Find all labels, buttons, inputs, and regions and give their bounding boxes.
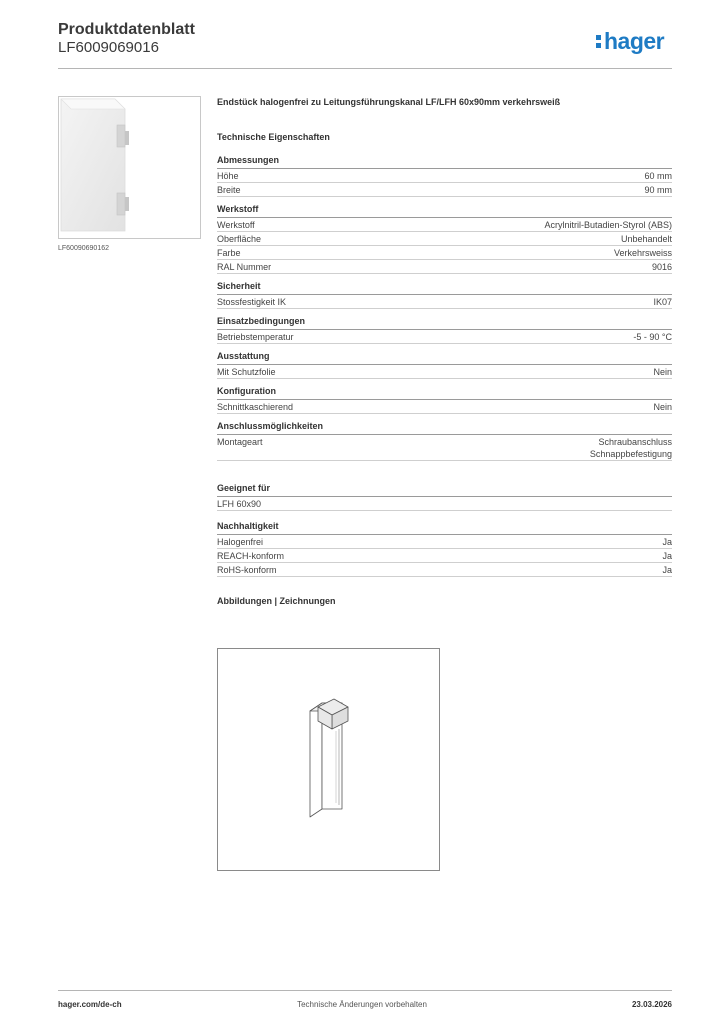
row-value: Nein	[653, 402, 672, 412]
group-title: Abmessungen	[217, 155, 672, 169]
page-title: Produktdatenblatt	[58, 21, 195, 38]
group-title: Geeignet für	[217, 483, 672, 497]
group-konfiguration	[217, 386, 672, 414]
product-drawing	[217, 648, 440, 871]
row-label: Montageart	[217, 437, 263, 447]
product-title: Endstück halogenfrei zu Leitungsführungskanal LF/LFH 60x90mm verkehrsweiß	[217, 97, 561, 107]
row-label: REACH-konform	[217, 551, 285, 561]
row-value: Acrylnitril-Butadien-Styrol (ABS)	[544, 220, 672, 230]
group-title: Anschlussmöglichkeiten	[217, 421, 672, 435]
row-value: Schnappbefestigung	[589, 449, 672, 459]
group-anschlussmoeglichkeiten	[217, 421, 672, 461]
row-value: Unbehandelt	[620, 234, 672, 244]
group-nachhaltigkeit	[217, 521, 672, 577]
row-label: Breite	[217, 185, 241, 195]
row-label: RAL Nummer	[217, 262, 272, 272]
product-details	[217, 96, 672, 606]
table-row	[217, 497, 672, 511]
row-value: 9016	[651, 262, 672, 272]
group-title: Sicherheit	[217, 281, 672, 295]
row-value: Verkehrsweiss	[613, 248, 672, 258]
product-thumbnail	[58, 96, 201, 239]
row-label: Mit Schutzfolie	[217, 367, 276, 377]
group-title: Nachhaltigkeit	[217, 521, 672, 535]
table-row	[217, 549, 672, 563]
row-value: Ja	[662, 551, 672, 561]
row-value: Ja	[662, 537, 672, 547]
table-row	[217, 435, 672, 461]
table-row	[217, 232, 672, 246]
thumbnail-reference: LF60090690162	[58, 245, 109, 252]
footer-date: 23.03.2026	[631, 1000, 672, 1009]
row-label: RoHS-konform	[217, 565, 277, 575]
group-geeignet-fuer	[217, 483, 672, 511]
row-value: Ja	[662, 565, 672, 575]
row-value: 90 mm	[644, 185, 672, 195]
section-title: Technische Eigenschaften	[217, 132, 330, 142]
footer-divider	[58, 990, 672, 991]
group-title: Einsatzbedingungen	[217, 316, 672, 330]
table-row	[217, 295, 672, 309]
table-row	[217, 400, 672, 414]
end-cap-photo-icon	[59, 97, 200, 238]
end-cap-drawing-icon	[218, 649, 439, 870]
table-row	[217, 260, 672, 274]
footer-notice: Technische Änderungen vorbehalten	[297, 1000, 427, 1009]
row-label: Stossfestigkeit IK	[217, 297, 287, 307]
footer-website: hager.com/de-ch	[58, 1000, 122, 1009]
hager-logo	[596, 26, 664, 56]
table-row	[217, 535, 672, 549]
logo-text: hager	[604, 28, 665, 54]
drawings-title: Abbildungen | Zeichnungen	[217, 596, 336, 606]
row-value: IK07	[653, 297, 672, 307]
row-label: Halogenfrei	[217, 537, 264, 547]
group-title: Ausstattung	[217, 351, 672, 365]
row-value: -5 - 90 °C	[633, 332, 672, 342]
group-einsatzbedingungen	[217, 316, 672, 344]
table-row	[217, 330, 672, 344]
table-row	[217, 365, 672, 379]
group-werkstoff	[217, 204, 672, 274]
table-row	[217, 218, 672, 232]
row-label: Oberfläche	[217, 234, 262, 244]
group-title: Konfiguration	[217, 386, 672, 400]
row-value: 60 mm	[644, 171, 672, 181]
row-value: Nein	[653, 367, 672, 377]
table-row	[217, 183, 672, 197]
table-row	[217, 563, 672, 577]
row-label: Schnittkaschierend	[217, 402, 294, 412]
row-label: Farbe	[217, 248, 241, 258]
row-label: Werkstoff	[217, 220, 255, 230]
row-value: Schraubanschluss	[598, 437, 672, 447]
header-divider	[58, 68, 672, 69]
row-label: Betriebstemperatur	[217, 332, 294, 342]
table-row	[217, 169, 672, 183]
group-abmessungen	[217, 155, 672, 197]
row-value-multi	[590, 436, 672, 460]
group-title: Werkstoff	[217, 204, 672, 218]
table-row	[217, 246, 672, 260]
row-label: LFH 60x90	[217, 499, 262, 509]
group-ausstattung	[217, 351, 672, 379]
article-number: LF6009069016	[58, 39, 159, 56]
logo-colon-icon	[596, 31, 602, 49]
group-sicherheit	[217, 281, 672, 309]
row-label: Höhe	[217, 171, 239, 181]
